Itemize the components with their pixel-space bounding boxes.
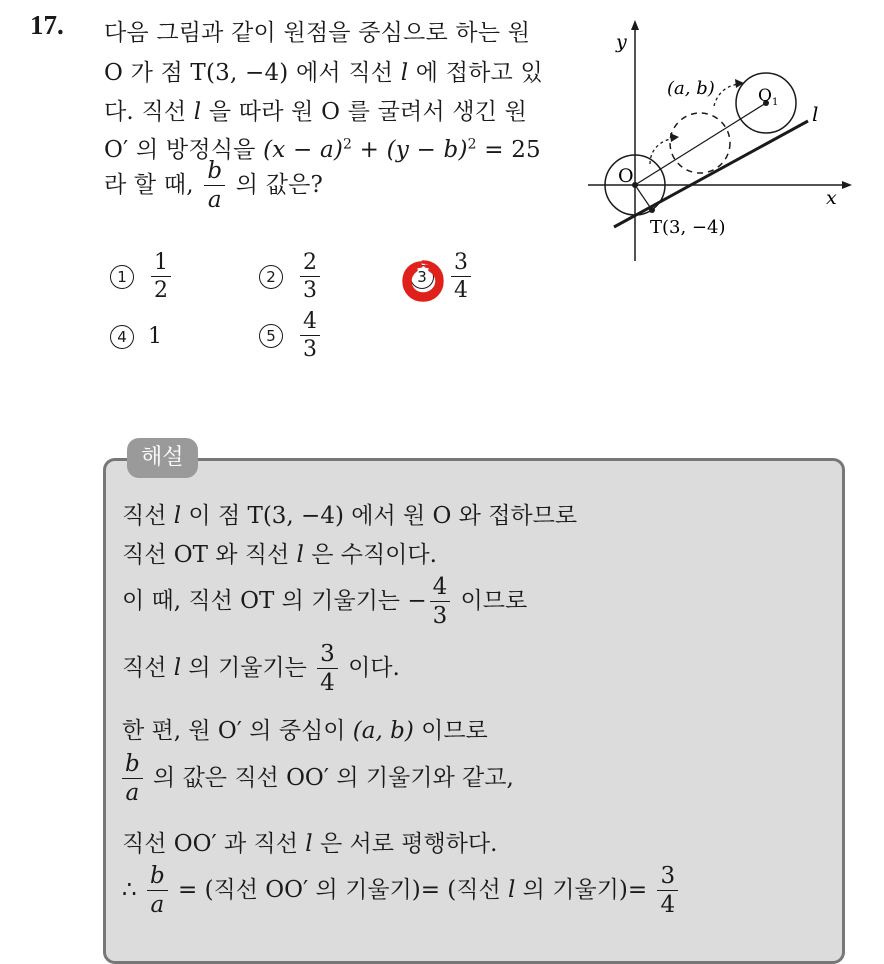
y-axis-arrow-icon xyxy=(631,20,639,30)
fraction-4-over-3 xyxy=(430,576,451,628)
x-axis-arrow-icon xyxy=(842,181,852,189)
point-t-label: T(3, −4) xyxy=(650,217,726,238)
choice-5[interactable] xyxy=(259,311,323,361)
choice-mark: 2 xyxy=(259,265,283,289)
choice-2[interactable] xyxy=(259,252,323,302)
fraction-b-over-a xyxy=(147,865,168,917)
fraction-numerator: b xyxy=(122,753,143,779)
line-l-symbol: l xyxy=(193,99,202,125)
y-axis-label: y xyxy=(616,31,627,53)
solution-line-3 xyxy=(122,576,527,628)
question-text: 에 접하고 있 xyxy=(408,60,543,86)
solution-text: 이 점 T(3, −4) 에서 원 O 와 접하므로 xyxy=(181,503,578,529)
solution-line-6 xyxy=(122,753,514,805)
therefore-symbol: ∴ xyxy=(122,877,144,903)
question-line-1 xyxy=(104,14,530,47)
equation-rhs: = 25 xyxy=(476,137,541,163)
equation-operator: + xyxy=(352,137,387,163)
fraction-numerator: b xyxy=(147,865,168,891)
fraction-numerator: 3 xyxy=(657,865,678,891)
line-l-symbol: l xyxy=(305,831,313,857)
solution-text: 이다. xyxy=(340,655,400,681)
origin-label: O xyxy=(618,165,634,187)
question-text: 다. 직선 xyxy=(104,99,194,125)
choice-mark: 5 xyxy=(259,324,283,348)
fraction-denominator: 4 xyxy=(320,670,335,696)
solution-text: = (직선 OO′ 의 기울기)= (직선 xyxy=(170,877,509,903)
question-line-5 xyxy=(104,160,323,212)
solution-text: 은 서로 평행하다. xyxy=(312,831,498,857)
fraction-3-over-4 xyxy=(657,865,678,917)
solution-text: 은 수직이다. xyxy=(303,542,437,568)
figure-diagram xyxy=(580,14,860,264)
solution-line-4 xyxy=(122,643,400,695)
center-ab: (a, b) xyxy=(352,718,414,744)
fraction-numerator: 3 xyxy=(451,252,471,277)
solution-text: 한 편, 원 O′ 의 중심이 xyxy=(122,718,353,744)
question-text: O′ 의 방정식을 xyxy=(104,137,264,163)
equation-term: (x − a) xyxy=(263,137,344,163)
fraction-denominator: 3 xyxy=(303,337,317,362)
question-line-2 xyxy=(104,54,543,87)
solution-line-2 xyxy=(122,536,437,569)
line-l-label: l xyxy=(812,102,819,126)
choice-value: 1 xyxy=(148,324,162,349)
choice-mark: 3 xyxy=(410,265,434,289)
question-text: 을 따라 원 O 를 굴려서 생긴 원 xyxy=(201,99,528,125)
roll-arrow-2-icon xyxy=(735,79,744,88)
solution-text: 의 값은 직선 OO′ 의 기울기와 같고, xyxy=(145,765,514,791)
question-text: 라 할 때, xyxy=(104,172,202,198)
fraction-numerator: 2 xyxy=(300,252,320,277)
o1-label-sub: 1 xyxy=(771,97,779,108)
fraction-numerator: 3 xyxy=(317,643,338,669)
fraction-numerator: 4 xyxy=(430,576,451,602)
solution-line-7 xyxy=(122,825,497,858)
fraction-denominator: 4 xyxy=(660,892,676,918)
line-l-symbol: l xyxy=(173,655,182,681)
fraction-denominator: a xyxy=(150,892,165,918)
o1-label xyxy=(758,86,778,108)
question-text: O 가 점 T(3, −4) 에서 직선 xyxy=(104,60,401,86)
question-line-3 xyxy=(104,93,527,126)
choice-fraction xyxy=(151,252,171,302)
solution-text: 의 기울기는 xyxy=(181,655,315,681)
question-number: 17. xyxy=(30,10,64,40)
equation-term: (y − b) xyxy=(386,137,468,163)
solution-text: 직선 xyxy=(122,655,174,681)
selected-answer-mark xyxy=(400,258,446,304)
choice-fraction xyxy=(451,252,471,302)
roll-arrow-1-icon xyxy=(670,133,679,142)
fraction-denominator: a xyxy=(125,780,140,806)
fraction-b-over-a xyxy=(122,753,143,805)
exponent: 2 xyxy=(343,136,353,153)
fraction-denominator: 2 xyxy=(154,278,168,303)
solution-tag: 해설 xyxy=(127,438,198,478)
solution-line-5 xyxy=(122,712,488,745)
circle-rolling xyxy=(670,113,730,173)
line-l-symbol: l xyxy=(508,877,516,903)
fraction-denominator: 4 xyxy=(454,278,468,303)
point-ab-label: (a, b) xyxy=(667,78,715,99)
solution-line-8 xyxy=(122,865,681,917)
question-text: 다음 그림과 같이 원점을 중심으로 하는 원 xyxy=(104,20,531,46)
line-l-symbol: l xyxy=(400,60,409,86)
roll-arrow-1 xyxy=(650,138,675,164)
fraction-denominator: 3 xyxy=(303,278,317,303)
solution-text: 이므로 xyxy=(413,718,488,744)
choice-1[interactable] xyxy=(110,252,174,302)
fraction-3-over-4 xyxy=(317,643,338,695)
point-t xyxy=(649,207,655,213)
solution-text: 직선 OO′ 과 직선 xyxy=(122,831,306,857)
choice-fraction xyxy=(300,311,320,361)
fraction-numerator: b xyxy=(204,160,225,186)
solution-text: 의 기울기)= xyxy=(515,877,655,903)
solution-line-1 xyxy=(122,497,577,530)
o1-label-main: O xyxy=(758,86,772,106)
fraction-denominator: a xyxy=(207,187,222,213)
question-text: 의 값은? xyxy=(228,172,324,198)
choice-4[interactable] xyxy=(110,324,162,349)
fraction-numerator: 1 xyxy=(151,252,171,277)
solution-text: 이 때, 직선 OT 의 기울기는 − xyxy=(122,588,427,614)
solution-text: 이므로 xyxy=(453,588,528,614)
x-axis-label: x xyxy=(826,187,837,209)
choice-fraction xyxy=(300,252,320,302)
choice-mark: 4 xyxy=(110,325,134,349)
choice-mark: 1 xyxy=(110,265,134,289)
solution-text: 직선 OT 와 직선 xyxy=(122,542,297,568)
fraction-numerator: 4 xyxy=(300,311,320,336)
line-l-symbol: l xyxy=(296,542,304,568)
fraction-denominator: 3 xyxy=(432,603,448,629)
line-l-symbol: l xyxy=(173,503,182,529)
exponent: 2 xyxy=(467,136,477,153)
solution-text: 직선 xyxy=(122,503,174,529)
fraction-b-over-a xyxy=(204,160,225,212)
